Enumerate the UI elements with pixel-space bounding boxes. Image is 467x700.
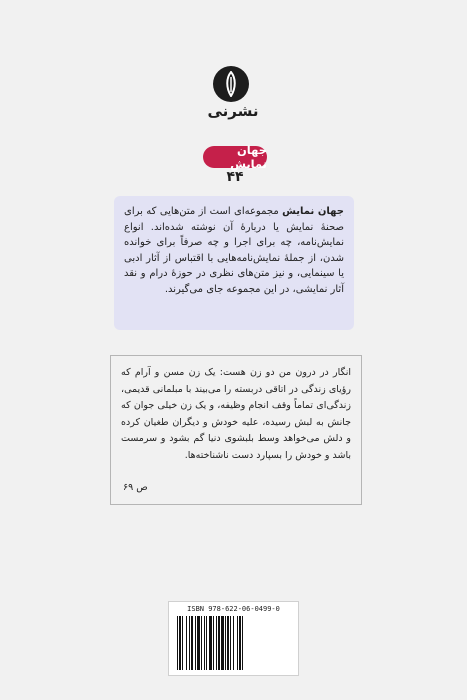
publisher-logo <box>207 66 259 120</box>
leaf-quill-icon <box>213 66 249 102</box>
isbn-barcode <box>168 601 299 676</box>
series-description-lead: جهان نمایش <box>282 206 344 217</box>
barcode-icon <box>177 616 290 670</box>
publisher-name: نشرنی <box>207 102 259 120</box>
isbn-number: ISBN 978-622-06-0499-0 <box>187 605 280 613</box>
series-title-badge: جهان نمایش <box>203 146 267 168</box>
book-excerpt-box <box>110 355 362 505</box>
series-number: ۴۴ <box>226 169 244 185</box>
series-description-text: مجموعه‌ای است از متن‌هایی که برای صحنهٔ نمایش یا دربارهٔ آن نوشته شده‌اند. انواع نمایش‌نامه، چه برای اجرا و چه صرفاً برای خوانده شدن، از جملهٔ نمایش‌نامه‌هایی با اقتباس از آثار ادبی یا سینمایی، و نیز متن‌های نظری در حوزهٔ درام و نقد آثار نمایشی، در این مجموعه جای می‌گیرند. <box>124 206 344 295</box>
excerpt-page-reference: ص ۶۹ <box>123 481 148 493</box>
book-excerpt-text: انگار در درون من دو زن هست: یک زن مسن و آرام که رؤیای زندگی در اتاقی دربسته را می‌بیند با مبلمانی قدیمی، زندگی‌ای تماماً وقف انجام وظیفه، و یک زن خیلی جوان که جانش به لبش رسیده، علیه خودش و دیگران طغیان کرده و دلش می‌خواهد وسط بلبشوی دنیا گم بشود و سرمست باشد و خودش را بسپارد دست ناشناخته‌ها. <box>121 367 351 461</box>
series-description-box <box>114 196 354 330</box>
